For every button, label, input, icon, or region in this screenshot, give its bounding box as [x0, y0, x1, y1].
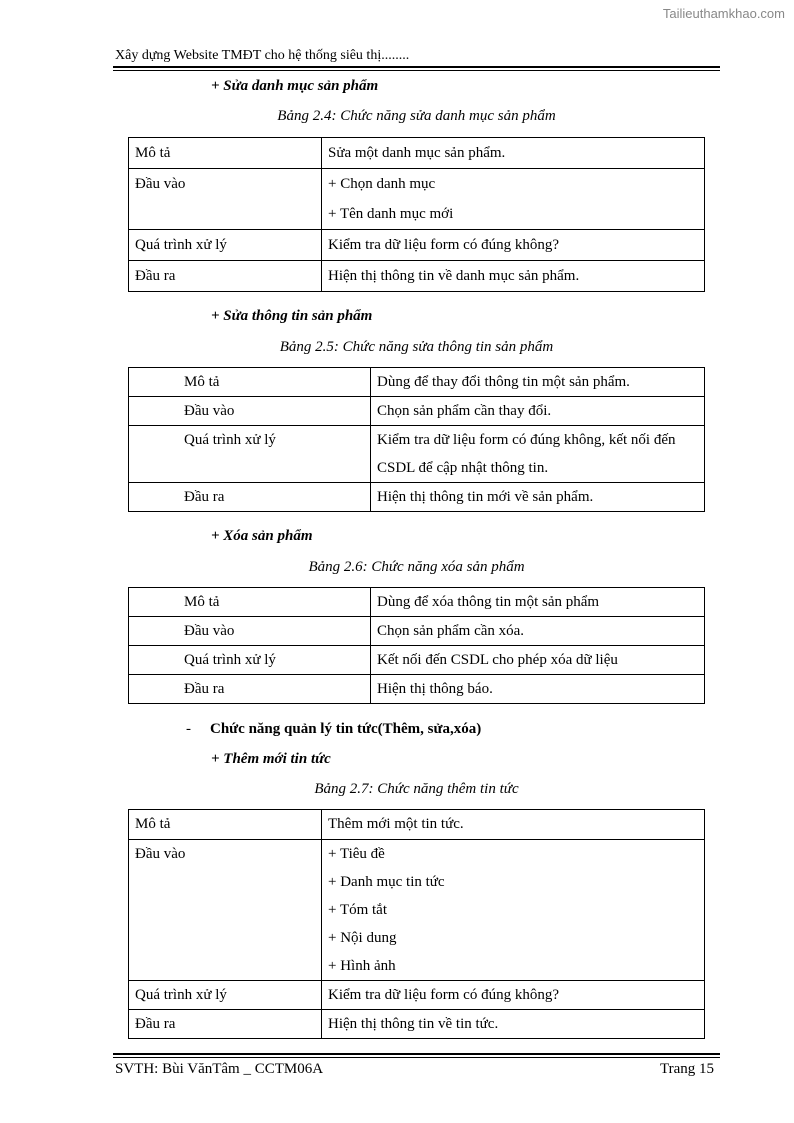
row-value: Kiểm tra dữ liệu form có đúng không, kết nối đến CSDL để cập nhật thông tin.: [371, 426, 705, 483]
row-value: Chọn sản phẩm cần xóa.: [371, 617, 705, 646]
table-row: [129, 675, 705, 704]
row-label: Mô tả: [129, 368, 371, 397]
bullet-dash: -: [186, 721, 191, 737]
table-row: [129, 810, 705, 840]
table-row: [129, 981, 705, 1010]
function-table: [128, 587, 705, 704]
table-row: [129, 483, 705, 512]
table-row: [129, 368, 705, 397]
function-table: [128, 137, 705, 292]
footer-rule-thick: [113, 1053, 720, 1055]
row-value: + Tiêu đề + Danh mục tin tức + Tóm tắt + Nội dung + Hình ảnh: [322, 840, 705, 981]
table-caption: Bảng 2.6: Chức năng xóa sản phẩm: [308, 559, 525, 575]
row-label: Đầu ra: [129, 483, 371, 512]
table-row: [129, 840, 705, 981]
bullet-heading: [186, 721, 481, 738]
row-label: Đầu ra: [129, 675, 371, 704]
row-value: Hiện thị thông báo.: [371, 675, 705, 704]
function-table: [128, 367, 705, 512]
row-label: Đầu vào: [129, 397, 371, 426]
section-heading: + Thêm mới tin tức: [211, 751, 331, 767]
row-value: Hiện thị thông tin về tin tức.: [322, 1010, 705, 1039]
row-label: Quá trình xử lý: [129, 230, 322, 261]
row-value: Kết nối đến CSDL cho phép xóa dữ liệu: [371, 646, 705, 675]
row-label: Mô tả: [129, 810, 322, 840]
section-heading: + Sửa thông tin sản phẩm: [211, 308, 373, 324]
table-row: [129, 617, 705, 646]
row-label: Đầu vào: [129, 617, 371, 646]
table-row: [129, 588, 705, 617]
table-row: [129, 646, 705, 675]
footer-page-number: Trang 15: [659, 1061, 714, 1077]
row-value: + Chọn danh mục + Tên danh mục mới: [322, 169, 705, 230]
row-label: Quá trình xử lý: [129, 981, 322, 1010]
table-row: [129, 397, 705, 426]
row-value: Hiện thị thông tin mới về sản phẩm.: [371, 483, 705, 512]
section-heading: + Xóa sản phẩm: [211, 528, 313, 544]
table-row: [129, 230, 705, 261]
row-label: Đầu vào: [129, 840, 322, 981]
function-table: [128, 809, 705, 1039]
row-value: Kiểm tra dữ liệu form có đúng không?: [322, 230, 705, 261]
table-caption: Bảng 2.4: Chức năng sửa danh mục sản phẩm: [277, 108, 556, 124]
row-value: Hiện thị thông tin về danh mục sản phẩm.: [322, 261, 705, 292]
footer-author: SVTH: Bùi VănTâm _ CCTM06A: [115, 1061, 324, 1077]
row-label: Quá trình xử lý: [129, 426, 371, 483]
row-value: Sửa một danh mục sản phẩm.: [322, 138, 705, 169]
table-row: [129, 138, 705, 169]
row-label: Đầu ra: [129, 261, 322, 292]
row-label: Mô tả: [129, 588, 371, 617]
row-value: Kiểm tra dữ liệu form có đúng không?: [322, 981, 705, 1010]
table-row: [129, 169, 705, 230]
row-label: Đầu vào: [129, 169, 322, 230]
watermark: Tailieuthamkhao.com: [662, 6, 785, 21]
table-row: [129, 261, 705, 292]
table-row: [129, 1010, 705, 1039]
table-caption: Bảng 2.5: Chức năng sửa thông tin sản phẩm: [279, 339, 554, 355]
row-value: Thêm mới một tin tức.: [322, 810, 705, 840]
header-rule-thin: [113, 70, 720, 71]
bullet-text: Chức năng quản lý tin tức(Thêm, sửa,xóa): [210, 721, 482, 737]
section-heading: + Sửa danh mục sản phẩm: [211, 78, 379, 94]
row-value: Chọn sản phẩm cần thay đổi.: [371, 397, 705, 426]
table-caption: Bảng 2.7: Chức năng thêm tin tức: [314, 781, 519, 797]
row-label: Quá trình xử lý: [129, 646, 371, 675]
footer-rule-thin: [113, 1057, 720, 1058]
row-label: Đầu ra: [129, 1010, 322, 1039]
page-header-title: Xây dựng Website TMĐT cho hệ thống siêu thị........: [115, 48, 410, 63]
row-value: Dùng để thay đổi thông tin một sản phẩm.: [371, 368, 705, 397]
row-value: Dùng để xóa thông tin một sản phẩm: [371, 588, 705, 617]
table-row: [129, 426, 705, 483]
header-rule-thick: [113, 66, 720, 68]
row-label: Mô tả: [129, 138, 322, 169]
